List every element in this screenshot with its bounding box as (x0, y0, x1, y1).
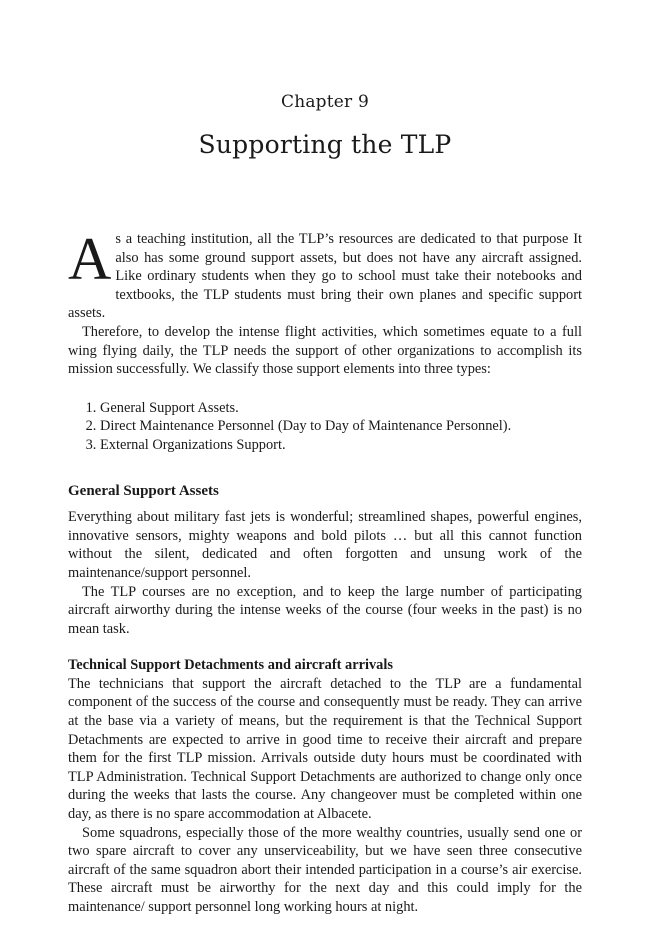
general-support-paragraph-1: Everything about military fast jets is wonderful; streamlined shapes, powerful engines, innovative sensors, mighty weapons and bold pilots … but all this cannot function without the silent, dedicated and often forgotten and unsung work of the maintenance/support personnel. (68, 509, 582, 581)
list-item: 2. Direct Maintenance Personnel (Day to Day of Maintenance Personnel). (100, 417, 582, 436)
section-heading: General Support Assets (68, 482, 219, 499)
intro-paragraph (68, 226, 582, 323)
support-types-list (68, 399, 582, 455)
list-item: 3. External Organizations Support. (100, 436, 582, 455)
support-intro-paragraph: Therefore, to develop the intense flight activities, which sometimes equate to a full wing flying daily, the TLP needs the support of other organizations to accomplish its mission successfully. We classify those support elements into three types: (68, 323, 582, 378)
chapter-label: Chapter 9 (280, 92, 369, 112)
list-item: 1. General Support Assets. (100, 399, 582, 418)
chapter-title: Supporting the TLP (198, 130, 452, 159)
subsection-heading: Technical Support Detachments and aircraft arrivals (68, 657, 393, 674)
chapter-body (68, 226, 582, 917)
technical-support-paragraph-2: Some squadrons, especially those of the more wealthy countries, usually send one or two spare aircraft to cover any unserviceability, but we have seen three consecutive aircraft of the same squadron abort their intended participation in a course’s air exercise. These aircraft must be airworthy for the next day and this could imply for the maintenance/ support personnel long working hours at night. (68, 824, 582, 915)
general-support-paragraph-2: The TLP courses are no exception, and to keep the large number of participating aircraft airworthy during the intense weeks of the course (four weeks in the past) is no mean task. (68, 583, 582, 637)
drop-cap: A (68, 226, 112, 292)
technical-support-paragraph-1: The technicians that support the aircraft detached to the TLP are a fundamental component of the success of the course and consequently must be ready. They can arrive at the base via a variety of means, but the requirement is that the Technical Support Detachments are expected to arrive in good time to receive their aircraft and prepare them for the first TLP mission. Arrivals outside duty hours must be coordinated with TLP Administration. Technical Support Detachments are authorized to change only once during the weeks that lasts the course. Any changeover must be completed within one day, as there is no spare accommodation at Albacete. (68, 675, 582, 823)
intro-paragraph-text: s a teaching institution, all the TLP’s resources are dedicated to that purpose It also has some ground support assets, but does not have any aircraft assigned. Like ordinary students when they go to school must take their notebooks and textbooks, the TLP students must bring their own planes and specific support assets. (68, 231, 582, 322)
